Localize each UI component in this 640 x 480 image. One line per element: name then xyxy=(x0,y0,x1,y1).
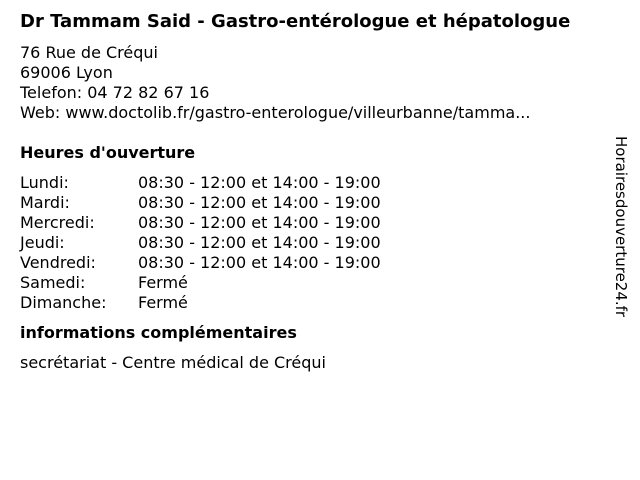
website-link[interactable]: Web: www.doctolib.fr/gastro-enterologue/villeurbanne/tamma... xyxy=(20,103,531,122)
time-range: Fermé xyxy=(138,293,188,312)
time-range: 08:30 - 12:00 et 14:00 - 19:00 xyxy=(138,213,381,232)
street-address: 76 Rue de Créqui xyxy=(20,43,158,62)
listing-card xyxy=(20,11,614,373)
additional-info-text: secrétariat - Centre médical de Créqui xyxy=(20,353,326,372)
time-range: 08:30 - 12:00 et 14:00 - 19:00 xyxy=(138,193,381,212)
time-range: 08:30 - 12:00 et 14:00 - 19:00 xyxy=(138,173,381,192)
additional-info-heading: informations complémentaires xyxy=(20,323,297,342)
hours-row-dimanche xyxy=(20,293,614,313)
hours-row-vendredi xyxy=(20,253,614,273)
hours-row-mercredi xyxy=(20,213,614,233)
day-label: Lundi: xyxy=(20,173,69,192)
site-watermark: Horairesdouverture24.fr xyxy=(612,136,630,318)
day-label: Jeudi: xyxy=(20,233,65,252)
phone-number: Telefon: 04 72 82 67 16 xyxy=(20,83,210,102)
day-label: Mercredi: xyxy=(20,213,95,232)
hours-row-mardi xyxy=(20,193,614,213)
time-range: Fermé xyxy=(138,273,188,292)
page-title: Dr Tammam Said - Gastro-entérologue et hépatologue xyxy=(20,11,571,32)
hours-row-jeudi xyxy=(20,233,614,253)
time-range: 08:30 - 12:00 et 14:00 - 19:00 xyxy=(138,253,381,272)
day-label: Vendredi: xyxy=(20,253,96,272)
hours-row-lundi xyxy=(20,173,614,193)
time-range: 08:30 - 12:00 et 14:00 - 19:00 xyxy=(138,233,381,252)
day-label: Dimanche: xyxy=(20,293,107,312)
opening-hours-heading: Heures d'ouverture xyxy=(20,143,196,162)
city-postcode: 69006 Lyon xyxy=(20,63,113,82)
day-label: Samedi: xyxy=(20,273,86,292)
address-block xyxy=(20,43,614,123)
opening-hours-table xyxy=(20,173,614,313)
hours-row-samedi xyxy=(20,273,614,293)
day-label: Mardi: xyxy=(20,193,70,212)
